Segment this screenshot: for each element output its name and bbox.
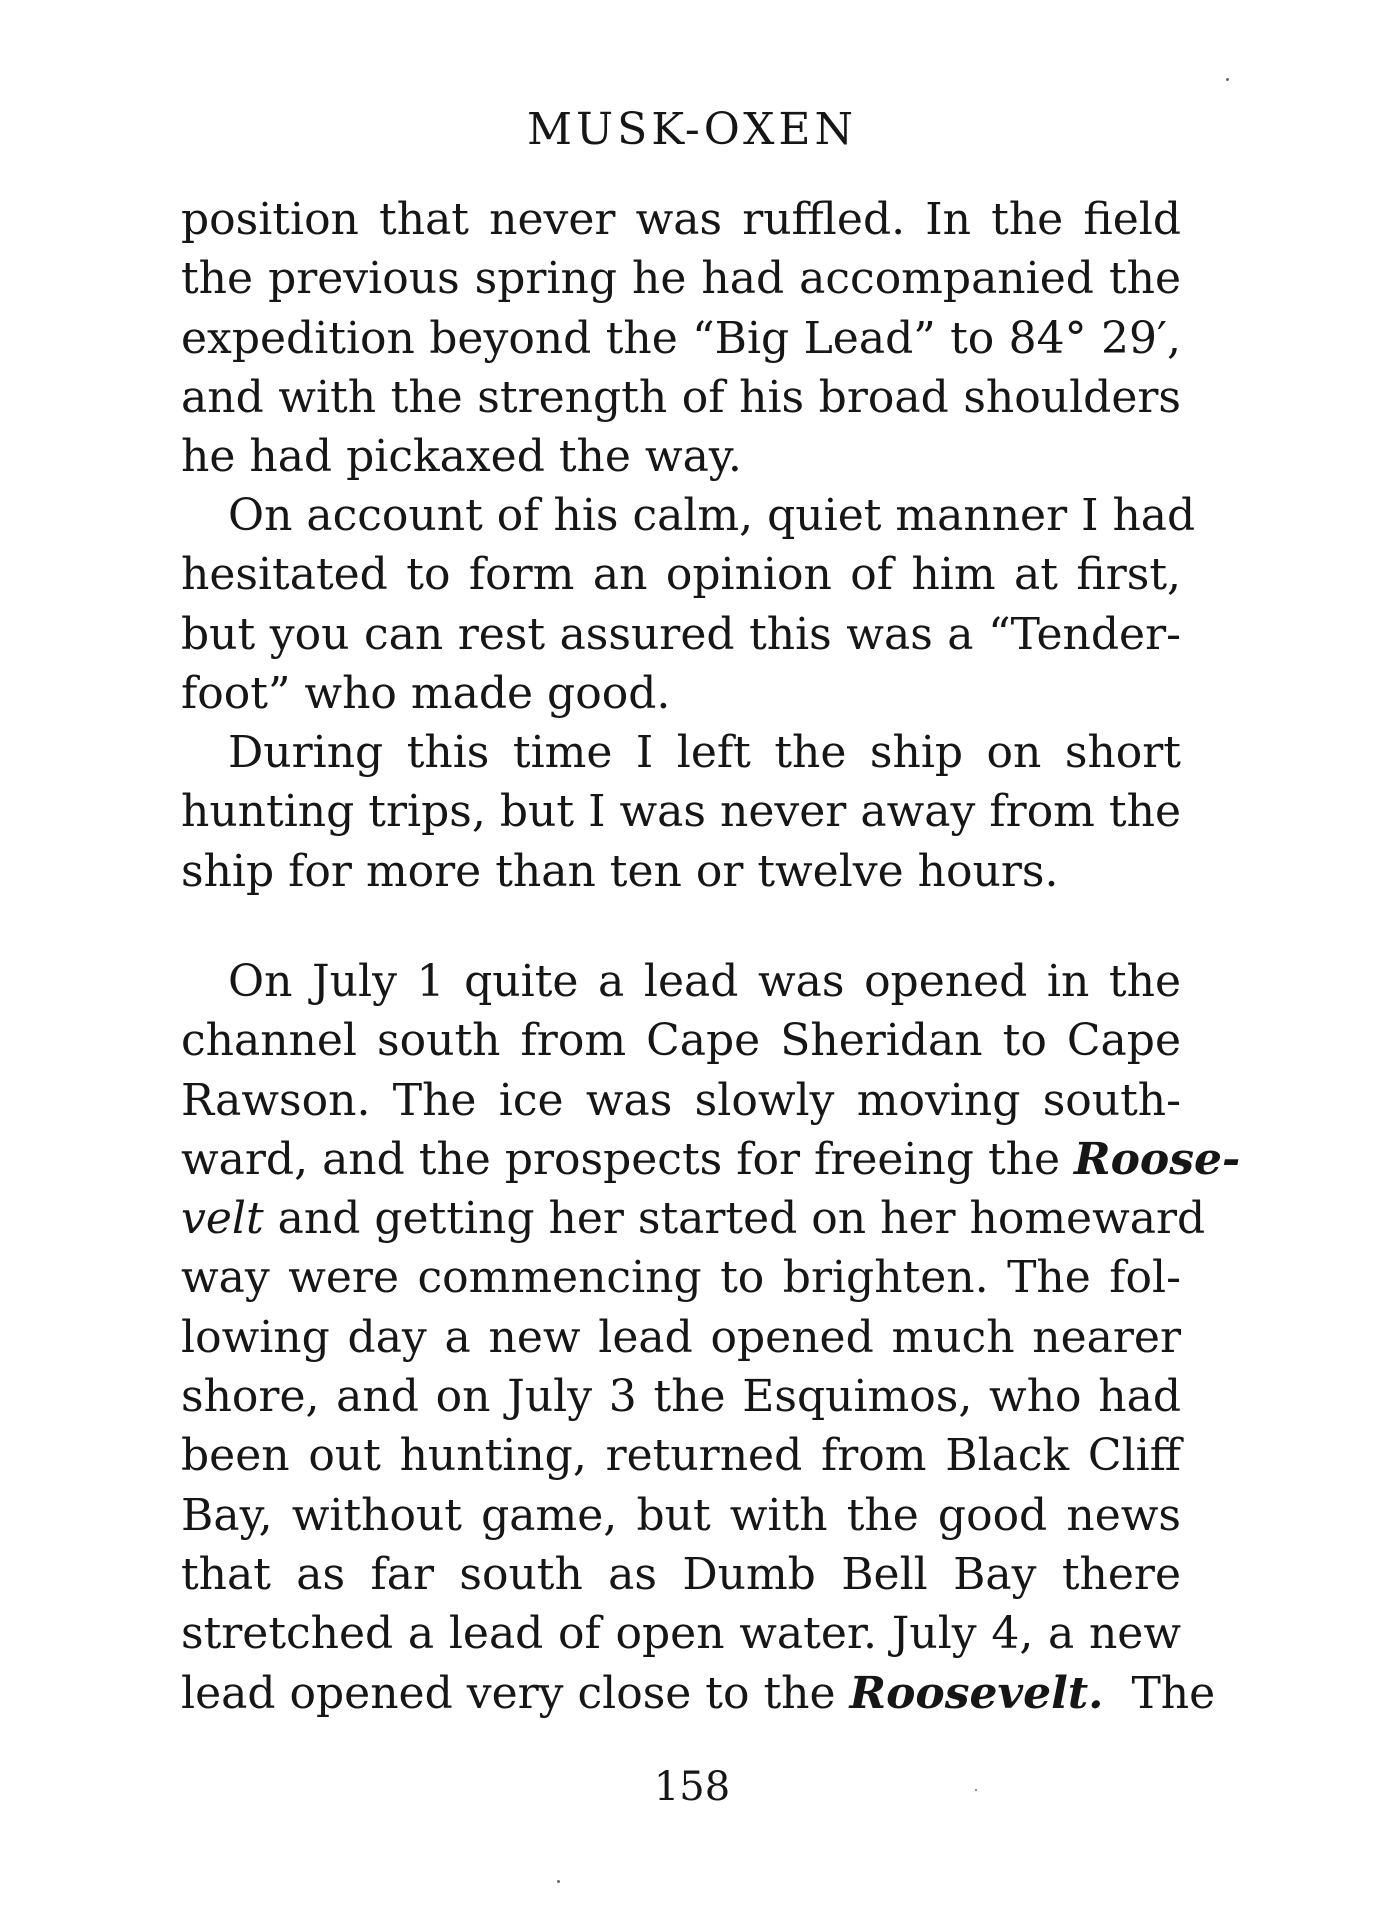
text-line: hesitated to form an opinion of him at first, [181,549,1181,601]
text-line: expedition beyond the “Big Lead” to 84° 29′, [181,312,1181,364]
scan-speck [975,1789,977,1791]
ship-name-italic: velt [181,1193,264,1245]
text-run: and getting her started on her homeward [263,1193,1206,1245]
running-head: MUSK-OXEN [526,104,858,155]
text-line: way were commencing to brighten. The fol- [181,1252,1181,1304]
text-line: position that never was ruffled. In the field [181,194,1181,245]
text-line: foot” who made good. [181,667,671,719]
scan-speck [557,1880,560,1883]
paragraph-1 [181,190,1181,486]
paragraph-2 [181,486,1196,723]
text-run: ward, and the prospects for freeing the [181,1133,1074,1185]
text-line: Rawson. The ice was slowly moving south- [181,1074,1181,1126]
scan-speck [1226,78,1229,81]
text-line: On account of his calm, quiet manner I had [228,490,1196,541]
text-line: shore, and on July 3 the Esquimos, who had [181,1371,1181,1423]
text-line: been out hunting, returned from Black Cliff [181,1430,1181,1482]
text-line: During this time I left the ship on short [228,727,1181,778]
text-line [181,1189,1206,1248]
ship-name-italic: Roosevelt. [849,1667,1104,1719]
text-line: channel south from Cape Sheridan to Cape [181,1015,1181,1067]
text-line: stretched a lead of open water. July 4, a new [181,1608,1181,1660]
ship-name-italic: Roose- [1074,1133,1241,1185]
text-run [1103,1668,1131,1719]
text-line: Bay, without game, but with the good news [181,1489,1181,1541]
text-line: ship for more than ten or twelve hours. [181,845,1059,897]
text-line: the previous spring he had accompanied the [181,253,1181,305]
text-line: he had pickaxed the way. [181,431,742,483]
text-line: that as far south as Dumb Bell Bay there [181,1548,1181,1600]
paragraph-3 [181,723,1181,901]
text-line: hunting trips, but I was never away from the [181,786,1181,838]
text-run: lead opened very close to the [181,1667,850,1719]
page-number: 158 [653,1764,731,1810]
text-run: The [1131,1667,1216,1719]
text-line: lowing day a new lead opened much nearer [181,1311,1181,1363]
text-line: and with the strength of his broad shoulders [181,371,1181,423]
text-line: but you can rest assured this was a “Tender- [181,608,1181,660]
text-line: On July 1 quite a lead was opened in the [228,956,1181,1007]
text-line [181,1664,1216,1723]
paragraph-4 [181,952,1241,1723]
text-line [181,1130,1241,1189]
